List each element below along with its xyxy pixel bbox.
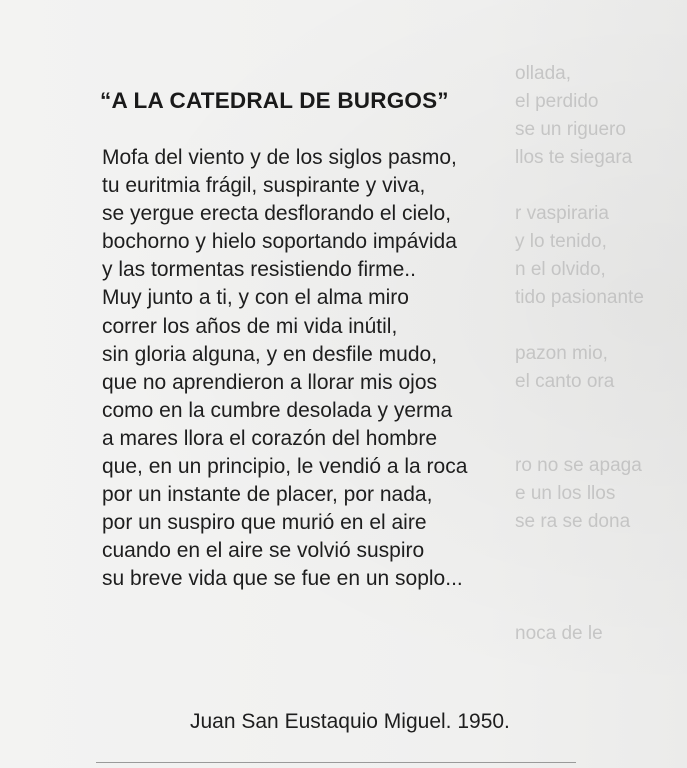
author-signature-date: Juan San Eustaquio Miguel. 1950. [190, 710, 510, 733]
poem-title: “A LA CATEDRAL DE BURGOS” [100, 88, 449, 113]
poem-line: se yergue erecta desflorando el cielo, [102, 202, 452, 226]
reverse-side-bleed-through: ollada, el perdido se un riguero llos te siegara r vaspiraria y lo tenido, n el olvido, tido pasionante pazon mio, el canto ora ro no se apaga e un los llos se ra se dona noca de le [515, 63, 644, 644]
poem-line: bochorno y hielo soportando impávida [102, 230, 457, 254]
bottom-divider [96, 762, 576, 763]
poem-line: por un suspiro que murió en el aire [102, 511, 427, 535]
poem-line: su breve vida que se fue en un soplo... [102, 567, 463, 591]
poem-line: cuando en el aire se volvió suspiro [102, 539, 425, 563]
poem-line: por un instante de placer, por nada, [102, 483, 433, 507]
poem-line: y las tormentas resistiendo firme.. [102, 258, 416, 282]
poem-line: a mares llora el corazón del hombre [102, 426, 437, 450]
poem-line: Mofa del viento y de los siglos pasmo, [102, 146, 457, 169]
poem-body [102, 144, 467, 594]
poem-line: sin gloria alguna, y en desfile mudo, [102, 342, 438, 366]
poem-line: que no aprendieron a llorar mis ojos [102, 370, 438, 394]
poem-line: Muy junto a ti, y con el alma miro [102, 286, 409, 310]
poem-line: tu euritmia frágil, suspirante y viva, [102, 174, 426, 198]
poem-line: como en la cumbre desolada y yerma [102, 398, 453, 422]
poem-line: correr los años de mi vida inútil, [102, 314, 398, 338]
poem-line: que, en un principio, le vendió a la roca [102, 455, 468, 479]
